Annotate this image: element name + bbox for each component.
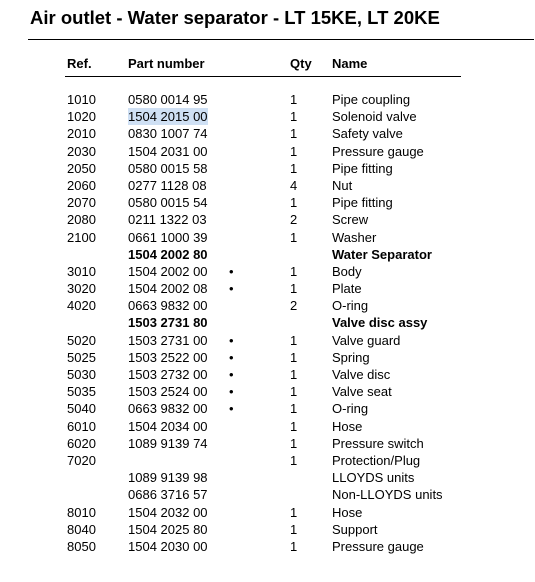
name-cell: Pressure switch [332, 435, 424, 451]
table-row [0, 486, 535, 503]
table-row [0, 211, 535, 228]
kit-bullet: • [229, 401, 234, 417]
ref-cell: 2080 [67, 212, 96, 228]
name-cell: Valve disc assy [332, 315, 428, 331]
name-cell: Pipe coupling [332, 92, 411, 107]
ref-cell: 8040 [67, 521, 96, 537]
name-cell: Support [332, 521, 378, 537]
part-number-cell[interactable]: 1089 9139 74 [128, 435, 208, 451]
page-title: Air outlet - Water separator - LT 15KE, LT 20KE [30, 7, 440, 28]
part-number-cell[interactable]: 0661 1000 39 [128, 229, 208, 245]
part-number-cell[interactable]: 1504 2002 08 [128, 281, 208, 297]
part-number-cell[interactable]: 0580 0015 58 [128, 160, 208, 176]
qty-cell: 1 [290, 521, 298, 537]
table-row [0, 521, 535, 538]
ref-cell: 3010 [67, 263, 96, 279]
name-cell: Valve disc [332, 367, 391, 382]
title-rule [28, 39, 534, 40]
ref-cell: 1020 [67, 109, 96, 125]
qty-cell: 1 [290, 126, 298, 142]
table-row [0, 469, 535, 486]
column-header-qty: Qty [290, 56, 312, 71]
table-group-row [0, 314, 535, 331]
ref-cell: 5025 [67, 349, 96, 365]
part-number-cell[interactable]: 1504 2031 00 [128, 143, 208, 159]
part-number-cell[interactable]: 1504 2002 80 [128, 246, 208, 262]
name-cell: O-ring [332, 298, 369, 314]
table-row [0, 91, 535, 108]
table-row [0, 332, 535, 349]
qty-cell: 1 [290, 143, 298, 159]
ref-cell: 8050 [67, 538, 96, 554]
kit-bullet: • [229, 263, 234, 279]
part-number-cell[interactable]: 1503 2522 00 [128, 349, 208, 365]
table-row [0, 418, 535, 435]
part-number-cell[interactable]: 1503 2732 00 [128, 367, 208, 382]
part-number-cell[interactable]: 1504 2015 00 [128, 109, 208, 125]
name-cell: O-ring [332, 401, 369, 417]
part-number-cell[interactable]: 0686 3716 57 [128, 487, 208, 503]
table-row [0, 280, 535, 297]
name-cell: Water Separator [332, 246, 432, 262]
name-cell: Valve seat [332, 384, 392, 400]
ref-cell: 4020 [67, 298, 96, 314]
name-cell: Washer [332, 229, 377, 245]
name-cell: Pressure gauge [332, 143, 424, 159]
name-cell: Hose [332, 418, 363, 434]
ref-cell: 6010 [67, 418, 96, 434]
table-row [0, 538, 535, 555]
part-number-cell[interactable]: 1504 2030 00 [128, 538, 208, 554]
table-row [0, 297, 535, 314]
qty-cell: 1 [290, 367, 298, 382]
table-row [0, 366, 535, 383]
ref-cell: 2100 [67, 229, 96, 245]
kit-bullet: • [229, 332, 234, 348]
qty-cell: 2 [290, 298, 298, 314]
name-cell: Screw [332, 212, 369, 228]
table-row [0, 194, 535, 211]
qty-cell: 1 [290, 195, 298, 211]
qty-cell: 1 [290, 452, 298, 468]
name-cell: Spring [332, 349, 370, 365]
part-number-cell[interactable]: 0580 0014 95 [128, 92, 208, 107]
table-row [0, 263, 535, 280]
table-row [0, 108, 535, 125]
name-cell: Protection/Plug [332, 452, 421, 468]
qty-cell: 1 [290, 109, 298, 125]
kit-bullet: • [229, 384, 234, 400]
table-row [0, 452, 535, 469]
name-cell: Plate [332, 281, 362, 297]
ref-cell: 2010 [67, 126, 96, 142]
part-number-cell[interactable]: 0580 0015 54 [128, 195, 208, 211]
name-cell: Hose [332, 504, 363, 520]
qty-cell: 1 [290, 263, 298, 279]
qty-cell: 1 [290, 384, 298, 400]
ref-cell: 7020 [67, 452, 96, 468]
part-number-cell[interactable]: 1089 9139 98 [128, 470, 208, 486]
part-number-cell[interactable]: 1504 2034 00 [128, 418, 208, 434]
ref-cell: 3020 [67, 281, 96, 297]
part-number-cell[interactable]: 0663 9832 00 [128, 298, 208, 314]
name-cell: Pressure gauge [332, 538, 424, 554]
kit-bullet: • [229, 281, 234, 297]
ref-cell: 8010 [67, 504, 96, 520]
qty-cell: 1 [290, 281, 298, 297]
column-header-ref: Ref. [67, 56, 92, 71]
column-header-name: Name [332, 56, 368, 71]
name-cell: Non-LLOYDS units [332, 487, 443, 503]
part-number-cell[interactable]: 0830 1007 74 [128, 126, 208, 142]
ref-cell: 2030 [67, 143, 96, 159]
name-cell: Safety valve [332, 126, 403, 142]
name-cell: Body [332, 263, 362, 279]
table-row [0, 400, 535, 417]
part-number-cell[interactable]: 1504 2002 00 [128, 263, 208, 279]
table-row [0, 383, 535, 400]
name-cell: Pipe fitting [332, 195, 393, 211]
ref-cell: 5020 [67, 332, 96, 348]
table-row [0, 177, 535, 194]
part-number-cell[interactable]: 1503 2524 00 [128, 384, 208, 400]
qty-cell: 2 [290, 212, 298, 228]
part-number-cell[interactable]: 1503 2731 80 [128, 315, 208, 331]
part-number-cell[interactable]: 1503 2731 00 [128, 332, 208, 348]
name-cell: LLOYDS units [332, 470, 415, 486]
qty-cell: 1 [290, 160, 298, 176]
part-number-cell[interactable]: 0277 1128 08 [128, 177, 207, 193]
name-cell: Valve guard [332, 332, 401, 348]
kit-bullet: • [229, 367, 234, 382]
qty-cell: 1 [290, 332, 298, 348]
ref-cell: 1010 [67, 92, 96, 107]
qty-cell: 1 [290, 349, 298, 365]
qty-cell: 1 [290, 92, 298, 107]
parts-table [0, 91, 535, 555]
ref-cell: 6020 [67, 435, 96, 451]
part-number-cell[interactable]: 0663 9832 00 [128, 401, 208, 417]
ref-cell: 2060 [67, 177, 96, 193]
qty-cell: 1 [290, 504, 298, 520]
ref-cell: 5030 [67, 367, 96, 382]
part-number-cell[interactable]: 1504 2032 00 [128, 504, 208, 520]
qty-cell: 1 [290, 418, 298, 434]
ref-cell: 5040 [67, 401, 96, 417]
table-row [0, 349, 535, 366]
table-group-row [0, 246, 535, 263]
table-row [0, 229, 535, 246]
table-row [0, 504, 535, 521]
name-cell: Pipe fitting [332, 160, 393, 176]
table-row [0, 160, 535, 177]
part-number-cell[interactable]: 1504 2025 80 [128, 521, 208, 537]
kit-bullet: • [229, 349, 234, 365]
ref-cell: 5035 [67, 384, 96, 400]
qty-cell: 1 [290, 538, 298, 554]
table-row [0, 143, 535, 160]
header-rule [65, 76, 461, 77]
qty-cell: 4 [290, 177, 298, 193]
qty-cell: 1 [290, 435, 298, 451]
table-row [0, 435, 535, 452]
part-number-cell[interactable]: 0211 1322 03 [128, 212, 207, 228]
ref-cell: 2050 [67, 160, 96, 176]
qty-cell: 1 [290, 401, 298, 417]
qty-cell: 1 [290, 229, 298, 245]
name-cell: Nut [332, 177, 353, 193]
table-row [0, 125, 535, 142]
name-cell: Solenoid valve [332, 109, 417, 125]
ref-cell: 2070 [67, 195, 96, 211]
column-header-part-number: Part number [128, 56, 205, 71]
